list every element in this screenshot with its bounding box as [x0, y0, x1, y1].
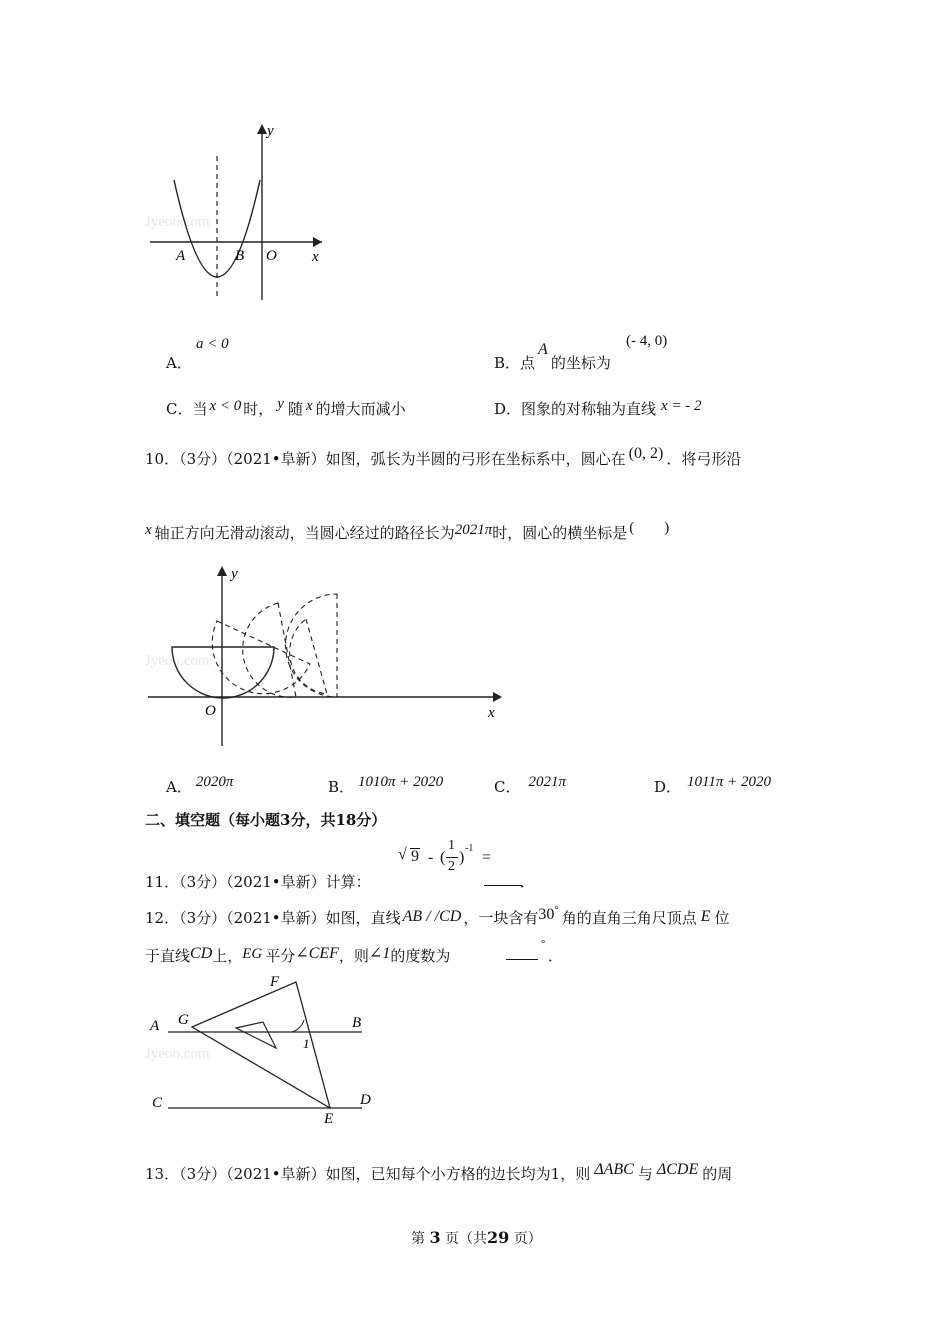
option-math: 1010π + 2020: [358, 774, 444, 790]
option-math: 2021π: [528, 774, 566, 790]
angle-30: 30: [538, 906, 555, 923]
option-text: 的坐标为: [550, 354, 611, 372]
option-letter: C．: [494, 778, 521, 796]
label-D: D: [360, 1092, 371, 1108]
option-math: 1011π + 2020: [687, 774, 772, 790]
q10-text: ．将弓形沿: [666, 450, 742, 468]
option-letter: B．点: [494, 354, 536, 372]
paren-open: (: [440, 849, 446, 866]
option-letter: A．: [166, 354, 192, 372]
fraction-bar: [446, 857, 458, 858]
page-footer: [411, 1228, 542, 1248]
triangle-ruler-inner: [236, 1022, 276, 1048]
q11-end: ．: [520, 873, 536, 891]
label-E: E: [324, 1111, 334, 1127]
line-CD-math: CD: [190, 945, 213, 962]
y-axis-arrow: [257, 124, 267, 134]
q13-line1: [145, 1163, 732, 1184]
q12-degree: °: [541, 938, 546, 950]
label-F: F: [270, 974, 280, 990]
q12-text: ，一块含有: [463, 909, 539, 927]
triangle-ABC-math: ΔABC: [594, 1161, 634, 1178]
paren-close: ): [459, 849, 465, 866]
y-axis-arrow: [217, 566, 227, 576]
q12-text: 角的直角三角尺顶点: [561, 909, 697, 927]
degree-sign: °: [554, 904, 559, 916]
q9-option-A: [166, 352, 192, 373]
y-label: y: [267, 123, 274, 139]
watermark: Jyeoo.com: [145, 214, 210, 230]
EG-math: EG: [242, 946, 263, 962]
option-text: 随: [287, 400, 303, 418]
q10-option-B: [328, 776, 443, 797]
footer-text: 第: [411, 1231, 425, 1247]
watermark: Jyeoo.com: [145, 653, 210, 669]
q10-text: 时，圆心的横坐标是: [492, 524, 628, 542]
q11-text: 11．（3分）（2021•阜新）计算：: [145, 873, 371, 891]
label-1: 1: [303, 1036, 310, 1051]
option-letter: D．图象的对称轴为直线: [494, 400, 657, 418]
minus-sign: -: [428, 849, 434, 866]
option-letter: D．: [654, 778, 682, 796]
point-A-label: A: [176, 248, 186, 264]
var-x-math: x: [145, 522, 152, 538]
q10-rolling-figure: [140, 560, 510, 750]
center-coord: (0, 2): [628, 445, 664, 462]
option-letter: C．当: [166, 400, 208, 418]
triangle-CDE-math: ΔCDE: [656, 1161, 699, 1178]
q12-end: ．: [548, 947, 564, 965]
rolled-segments: [212, 594, 337, 697]
label-C: C: [152, 1095, 163, 1111]
q10-line2: [145, 522, 669, 543]
option-letter: A．: [166, 778, 192, 796]
radicand: 9: [411, 848, 419, 865]
fraction-den: 2: [448, 859, 455, 874]
option-text: 的增大而减小: [315, 400, 406, 418]
angle-CEF-math: ∠CEF: [295, 945, 339, 962]
exponent: -1: [465, 843, 474, 854]
var-x-math: x: [305, 398, 313, 414]
page-number: 3: [429, 1228, 441, 1247]
label-G: G: [178, 1012, 189, 1028]
equals-sign: =: [482, 849, 492, 866]
parallel-math: AB / /CD: [402, 908, 462, 925]
x-axis-arrow: [313, 237, 322, 247]
q10-option-C: [494, 776, 566, 797]
q12-text: 的度数为: [390, 947, 451, 965]
q13-text: 13．（3分）（2021•阜新）如图，已知每个小方格的边长均为1，则: [145, 1165, 591, 1183]
x-label: x: [312, 249, 319, 265]
option-math: 2020π: [195, 774, 234, 790]
q12-text: 位: [714, 909, 730, 927]
x-axis-arrow: [493, 692, 502, 702]
q13-text: 与: [637, 1165, 653, 1183]
sqrt-sign: √: [398, 846, 407, 863]
inequality-math: x < 0: [209, 398, 242, 414]
label-B: B: [352, 1015, 362, 1031]
label-A: A: [150, 1018, 160, 1034]
path-length-math: 2021π: [454, 522, 493, 538]
q12-line2: [145, 945, 450, 966]
y-label: y: [231, 566, 238, 582]
q12-answer-blank[interactable]: [506, 945, 538, 964]
origin-label: O: [205, 703, 216, 719]
section-heading: 二、填空题（每小题3分，共18分）: [145, 811, 387, 829]
q11-answer-blank[interactable]: [484, 871, 522, 890]
origin-label: O: [266, 248, 277, 264]
q9-parabola-figure: [140, 118, 340, 308]
total-pages: 29: [487, 1228, 510, 1247]
fraction-num: 1: [448, 838, 455, 853]
q12-line1: [145, 904, 730, 928]
q10-option-D: [654, 776, 771, 797]
q13-text: 的周: [702, 1165, 733, 1183]
watermark: Jyeoo.com: [145, 1046, 210, 1062]
point-A-math: A: [538, 341, 548, 358]
option-text: 时，: [243, 400, 274, 418]
q12-text: 12．（3分）（2021•阜新）如图，直线: [145, 909, 401, 927]
q12-text: 上，: [212, 947, 243, 965]
point-E-math: E: [700, 908, 711, 925]
line-equation-math: x = - 2: [661, 398, 702, 414]
q9-option-C: [166, 398, 406, 419]
q9-option-B: [494, 341, 611, 373]
option-letter: B．: [328, 778, 355, 796]
q10-line1: [145, 445, 742, 469]
q12-text: 于直线: [145, 947, 191, 965]
q12-text: ，则: [338, 947, 369, 965]
angle-1-arc: [292, 1020, 304, 1032]
x-label: x: [488, 705, 495, 721]
answer-parentheses: ( ): [629, 520, 670, 536]
q9-option-D: [494, 398, 702, 419]
footer-text: 页（共: [445, 1231, 488, 1247]
footer-text: 页）: [513, 1231, 542, 1247]
angle-1-math: ∠1: [368, 945, 391, 962]
q10-option-A: [166, 776, 233, 797]
q12-text: 平分: [265, 947, 296, 965]
point-B-label: B: [235, 248, 245, 264]
q12-triangle-figure: [140, 970, 390, 1130]
q10-text: 轴正方向无滑动滚动，当圆心经过的路径长为: [154, 524, 455, 542]
q10-text: 10．（3分）（2021•阜新）如图，弧长为半圆的弓形在坐标系中，圆心在: [145, 450, 626, 468]
q9-option-A-math: a < 0: [196, 336, 229, 352]
var-y-math: y: [277, 396, 284, 412]
q9-option-B-coord: (- 4, 0): [626, 333, 668, 349]
